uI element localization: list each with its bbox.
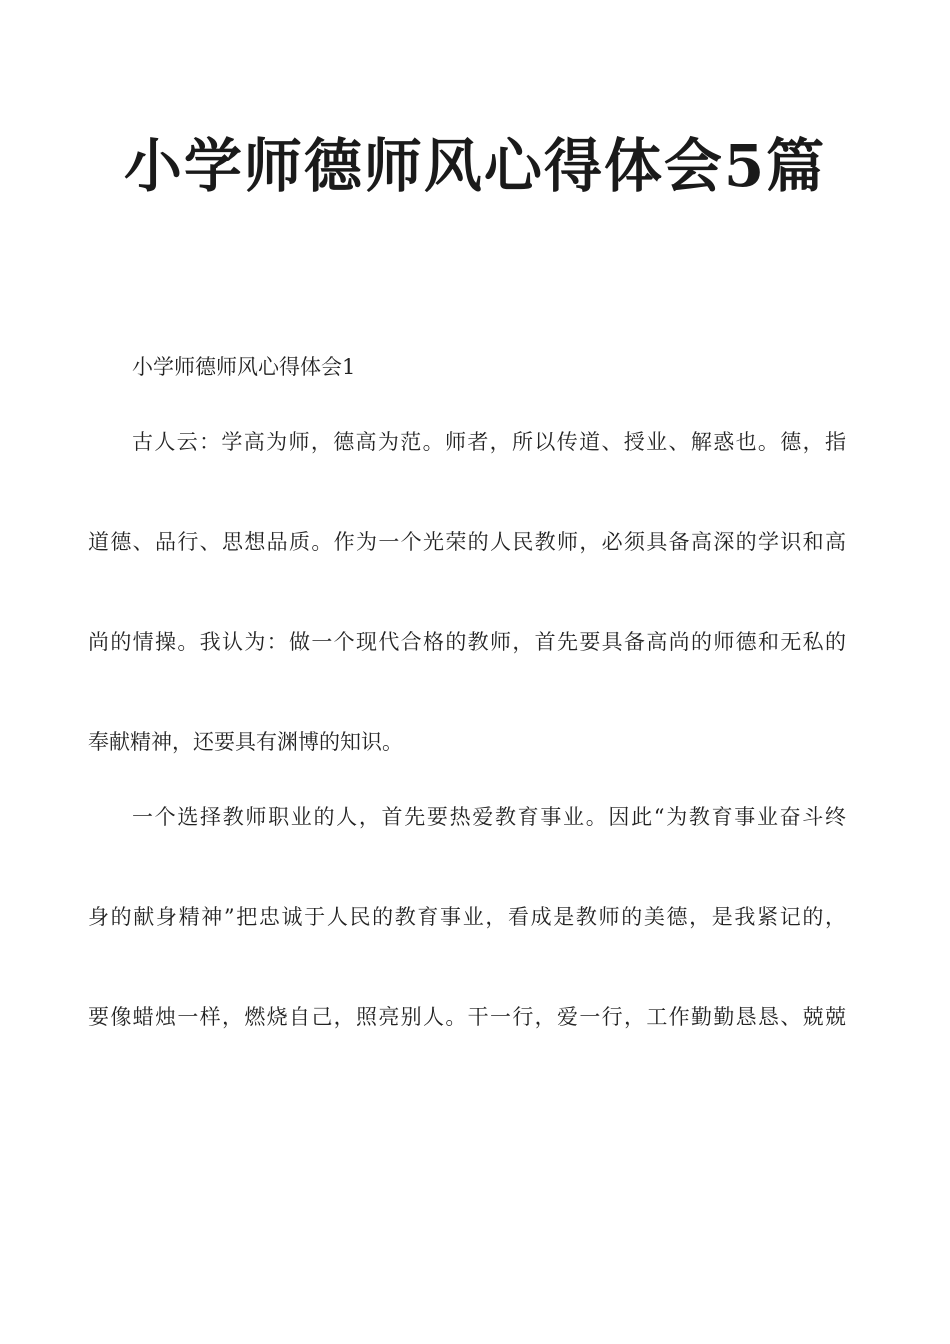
paragraph-1-line-1: 古人云：学高为师，德高为范。师者，所以传道、授业、解惑也。德，指 xyxy=(132,430,846,454)
paragraph-1-line-3: 尚的情操。我认为：做一个现代合格的教师，首先要具备高尚的师德和无私的 xyxy=(88,630,846,654)
paragraph-1-line-2: 道德、品行、思想品质。作为一个光荣的人民教师，必须具备高深的学识和高 xyxy=(88,530,846,554)
paragraph-2-line-3: 要像蜡烛一样，燃烧自己，照亮别人。干一行，爱一行，工作勤勤恳恳、兢兢 xyxy=(88,1005,846,1029)
paragraph-2-line-2: 身的献身精神”把忠诚于人民的教育事业，看成是教师的美德，是我紧记的， xyxy=(88,905,846,929)
paragraph-2-line-1: 一个选择教师职业的人，首先要热爱教育事业。因此“为教育事业奋斗终 xyxy=(132,805,846,829)
section-heading: 小学师德师风心得体会1 xyxy=(132,355,356,379)
document-title: 小学师德师风心得体会5篇 xyxy=(123,132,827,200)
paragraph-1-line-4: 奉献精神，还要具有渊博的知识。 xyxy=(88,730,403,754)
